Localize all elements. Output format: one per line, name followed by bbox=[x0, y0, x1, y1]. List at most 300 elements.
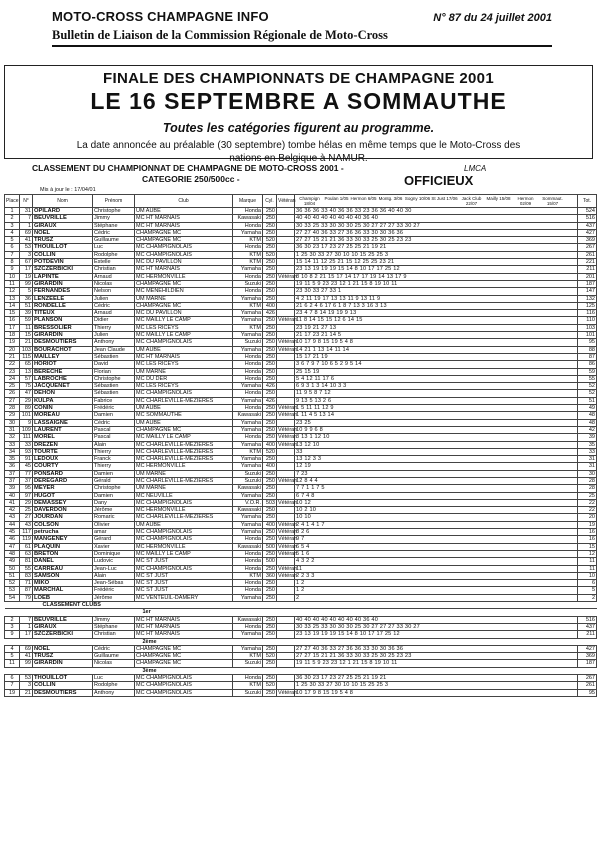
table-cell: Vétéran bbox=[278, 536, 298, 543]
table-cell: 47 bbox=[20, 390, 33, 397]
table-cell: 36 30 23 17 23 27 25 25 21 19 21 bbox=[295, 244, 578, 251]
table-cell: 10 bbox=[578, 572, 597, 579]
table-cell: UM AUBE bbox=[135, 346, 233, 353]
table-cell: Guillaume bbox=[93, 653, 135, 660]
table-cell: UM MARNE bbox=[135, 368, 233, 375]
table-cell: 51 bbox=[5, 572, 20, 579]
table-cell: Gérald bbox=[93, 477, 135, 484]
table-cell: 10 9 9 6 8 bbox=[295, 426, 578, 433]
table-cell: Yamaha bbox=[233, 631, 263, 638]
table-row bbox=[5, 587, 597, 594]
table-cell: MC CHARLEVILLE-MEZIERES bbox=[135, 441, 233, 448]
table-cell: 30 bbox=[5, 419, 20, 426]
table-cell bbox=[277, 507, 295, 514]
table-cell: MC HERMONVILLE bbox=[135, 463, 233, 470]
table-cell: CHAMPAGNE MC bbox=[135, 237, 233, 244]
table-cell: 5 bbox=[5, 237, 20, 244]
table-row bbox=[5, 215, 597, 222]
table-cell: 250 bbox=[263, 660, 277, 667]
table-cell: 250 bbox=[263, 565, 277, 572]
table-cell: 44 bbox=[5, 521, 20, 528]
table-cell: Vétéran bbox=[278, 339, 298, 346]
table-cell: MC HT MARNAIS bbox=[135, 215, 233, 222]
table-cell: Honda bbox=[233, 244, 263, 251]
table-cell: 11 bbox=[5, 280, 20, 287]
table-cell: Honda bbox=[233, 565, 263, 572]
table-cell: Honda bbox=[233, 390, 263, 397]
table-cell: Vétéran bbox=[278, 405, 298, 412]
table-cell: 427 bbox=[578, 229, 597, 236]
table-cell: 49 bbox=[5, 558, 20, 565]
table-cell: 12 8 4 4 bbox=[295, 477, 578, 484]
table-cell: 250 bbox=[263, 580, 277, 587]
table-cell: 2 bbox=[5, 215, 20, 222]
table-cell: DEMASSEY bbox=[33, 499, 93, 506]
table-row bbox=[5, 485, 597, 492]
table-cell: Yamaha bbox=[233, 645, 263, 652]
table-cell: Xavier bbox=[93, 543, 135, 550]
table-cell: 520 bbox=[263, 682, 277, 689]
table-cell: 21 17 23 21 14 5 bbox=[295, 332, 578, 339]
table-cell: MOREAU bbox=[33, 412, 93, 419]
table-cell: 250 bbox=[263, 339, 277, 346]
table-cell: 52 bbox=[578, 390, 597, 397]
table-cell bbox=[277, 456, 295, 463]
table-cell: 51 bbox=[578, 397, 597, 404]
table-cell bbox=[277, 353, 295, 360]
table-cell: 31 bbox=[578, 463, 597, 470]
table-cell: Arnaud bbox=[93, 273, 135, 280]
table-cell: 1 25 30 33 27 30 10 10 15 25 25 3 bbox=[295, 251, 578, 258]
table-cell: 40 40 40 40 40 40 40 40 36 40 bbox=[295, 616, 578, 623]
table-cell: UM AUBE bbox=[135, 405, 233, 412]
table-cell: 369 bbox=[578, 653, 597, 660]
table-cell: 19 bbox=[5, 339, 20, 346]
table-cell: HUGOT bbox=[33, 492, 93, 499]
table-cell: 12 bbox=[578, 550, 597, 557]
table-cell: 19 bbox=[5, 689, 20, 696]
table-cell: 10 2 10 bbox=[295, 507, 578, 514]
announcement-note: Toutes les catégories figurent au programme. bbox=[162, 121, 435, 135]
table-cell: 117 bbox=[20, 529, 33, 536]
section-row bbox=[5, 667, 597, 674]
table-cell: 10 bbox=[5, 273, 20, 280]
table-cell: 5 1 6 bbox=[295, 550, 578, 557]
table-cell: 67 bbox=[20, 259, 33, 266]
table-cell: Estelle bbox=[93, 259, 135, 266]
table-cell: Fabrice bbox=[93, 397, 135, 404]
table-cell: 49 bbox=[578, 405, 597, 412]
table-cell: Pascal bbox=[93, 434, 135, 441]
table-cell: MC CHAMPIGNOLAIS bbox=[135, 251, 233, 258]
table-cell: Jean-Sébas bbox=[93, 580, 135, 587]
table-cell: 42 bbox=[578, 426, 597, 433]
table-cell bbox=[277, 237, 295, 244]
table-cell: KTM bbox=[233, 302, 263, 309]
table-cell: 29 bbox=[20, 397, 33, 404]
table-cell bbox=[277, 324, 295, 331]
table-cell: 1 11 4 5 13 14 bbox=[295, 412, 578, 419]
table-cell: 103 bbox=[20, 346, 33, 353]
table-cell: 4 2 11 19 17 13 13 11 9 13 11 9 bbox=[295, 295, 578, 302]
table-cell: MC CHAMPIGNOLAIS bbox=[135, 689, 233, 696]
table-cell: 69 bbox=[20, 229, 33, 236]
table-cell: 187 bbox=[578, 280, 597, 287]
table-cell: 261 bbox=[578, 682, 597, 689]
table-cell: 400 bbox=[263, 302, 277, 309]
table-cell: PLANSON bbox=[33, 317, 93, 324]
table-cell: V.O.R. bbox=[233, 499, 263, 506]
table-cell: 11 bbox=[578, 565, 597, 572]
table-cell: 520 bbox=[263, 448, 277, 455]
table-cell: 250 bbox=[263, 434, 277, 441]
table-cell: 250 bbox=[263, 317, 277, 324]
table-cell: 48 bbox=[5, 550, 20, 557]
table-cell: MC DU PAVILLON bbox=[135, 310, 233, 317]
table-cell: SZCZERBICKI bbox=[33, 631, 93, 638]
table-cell: 426 bbox=[263, 310, 277, 317]
table-cell: 27 27 15 21 21 36 33 30 33 25 30 25 23 23 bbox=[295, 653, 578, 660]
table-cell: Honda bbox=[233, 587, 263, 594]
table-cell: 11 8 14 15 15 12 6 14 15 bbox=[295, 317, 578, 324]
table-cell bbox=[277, 587, 295, 594]
table-cell: Suzuki bbox=[233, 689, 263, 696]
table-cell: MC CHAMPIGNOLAIS bbox=[135, 244, 233, 251]
table-cell: 9 bbox=[20, 419, 33, 426]
table-cell: LOEB bbox=[33, 594, 93, 601]
table-cell: Kawasaki bbox=[233, 507, 263, 514]
table-row bbox=[5, 251, 597, 258]
table-cell: 65 bbox=[20, 361, 33, 368]
table-cell: MC LES RICEYS bbox=[135, 361, 233, 368]
table-cell: Sébastien bbox=[93, 353, 135, 360]
table-cell: petrucha bbox=[33, 529, 93, 536]
race-header: Montg. 3/06 bbox=[378, 196, 403, 201]
table-cell: 16 bbox=[5, 317, 20, 324]
table-row bbox=[5, 623, 597, 630]
table-cell: 21 bbox=[20, 689, 33, 696]
table-cell: 1 5 11 11 12 9 bbox=[295, 405, 578, 412]
table-cell bbox=[277, 653, 295, 660]
table-cell: 250 bbox=[263, 645, 277, 652]
race-header: Poulan 1/05 bbox=[324, 196, 349, 201]
table-cell: 27 27 15 21 21 36 33 30 33 25 30 25 23 23 bbox=[295, 237, 578, 244]
table-cell: 27 27 40 36 33 27 36 36 33 30 30 36 36 bbox=[295, 645, 578, 652]
table-cell: 9 13 5 13 2 6 bbox=[295, 397, 578, 404]
table-cell: 16 bbox=[578, 529, 597, 536]
table-cell: 27 bbox=[5, 397, 20, 404]
table-row bbox=[5, 499, 597, 506]
table-cell: 250 bbox=[263, 470, 277, 477]
race-header: Hermon 02/09 bbox=[517, 196, 534, 206]
table-cell: Honda bbox=[233, 375, 263, 382]
table-cell: 13 bbox=[5, 295, 20, 302]
race-header: Sogny 10/06 bbox=[404, 196, 431, 201]
table-cell: 37 bbox=[5, 477, 20, 484]
table-cell: 4 bbox=[5, 645, 20, 652]
table-cell: 147 bbox=[578, 288, 597, 295]
table-cell bbox=[277, 375, 295, 382]
table-row bbox=[5, 353, 597, 360]
table-cell: 37 bbox=[5, 470, 20, 477]
page-header bbox=[52, 9, 552, 27]
table-cell: 57 bbox=[20, 375, 33, 382]
table-cell: BEUVRILLE bbox=[33, 215, 93, 222]
table-row bbox=[5, 208, 597, 215]
table-cell: 5 bbox=[5, 653, 20, 660]
table-cell: Yamaha bbox=[233, 419, 263, 426]
table-cell: KTM bbox=[233, 259, 263, 266]
table-row bbox=[5, 594, 597, 601]
table-cell: 25 15 19 bbox=[295, 368, 578, 375]
table-cell: 1 bbox=[20, 623, 33, 630]
section-row bbox=[5, 609, 597, 616]
table-cell: Nicolas bbox=[93, 660, 135, 667]
table-cell bbox=[277, 229, 295, 236]
table-cell: Christophe bbox=[93, 375, 135, 382]
table-cell: 14 bbox=[5, 302, 20, 309]
table-cell: 59 bbox=[578, 368, 597, 375]
table-cell: 50 bbox=[5, 565, 20, 572]
table-cell: David bbox=[93, 361, 135, 368]
table-cell: MC HERMONVILLE bbox=[135, 543, 233, 550]
table-cell: Honda bbox=[233, 222, 263, 229]
table-cell bbox=[277, 397, 295, 404]
table-row bbox=[5, 229, 597, 236]
table-cell: UM AUBE bbox=[135, 208, 233, 215]
table-cell: KULPA bbox=[33, 397, 93, 404]
table-cell: TITEUX bbox=[33, 310, 93, 317]
table-cell: 516 bbox=[578, 616, 597, 623]
table-cell bbox=[277, 660, 295, 667]
table-cell: Gérard bbox=[93, 536, 135, 543]
table-cell bbox=[277, 361, 295, 368]
table-cell: 95 bbox=[578, 339, 597, 346]
table-cell: Pascal bbox=[93, 426, 135, 433]
table-row bbox=[5, 339, 597, 346]
table-cell: 53 bbox=[5, 587, 20, 594]
table-row bbox=[5, 572, 597, 579]
table-cell: Yamaha bbox=[233, 441, 263, 448]
table-cell: 19 11 5 9 23 23 12 1 21 15 8 19 10 11 bbox=[295, 280, 578, 287]
table-cell: 37 bbox=[20, 477, 33, 484]
table-cell: Honda bbox=[233, 434, 263, 441]
table-cell: 12 19 bbox=[295, 463, 578, 470]
table-cell: 36 36 36 33 40 36 36 33 23 36 36 40 40 30 bbox=[295, 208, 578, 215]
table-cell: Honda bbox=[233, 550, 263, 557]
table-cell: 11 bbox=[578, 558, 597, 565]
table-cell: 15 bbox=[20, 332, 33, 339]
column-header: Vétéran bbox=[277, 195, 295, 208]
table-cell: Yamaha bbox=[233, 229, 263, 236]
table-cell: 111 bbox=[20, 434, 33, 441]
table-cell: SAMSON bbox=[33, 572, 93, 579]
table-cell bbox=[277, 558, 295, 565]
table-cell: Honda bbox=[233, 273, 263, 280]
table-cell: Jimmy bbox=[93, 215, 135, 222]
table-cell: Cédric bbox=[93, 645, 135, 652]
table-row bbox=[5, 288, 597, 295]
table-cell: 4 bbox=[5, 229, 20, 236]
table-row bbox=[5, 543, 597, 550]
table-cell: Suzuki bbox=[233, 477, 263, 484]
table-cell: MC HERMONVILLE bbox=[135, 507, 233, 514]
table-row bbox=[5, 514, 597, 521]
table-cell: 201 bbox=[578, 273, 597, 280]
table-cell: MC HT MARNAIS bbox=[135, 616, 233, 623]
table-cell: 13 bbox=[20, 368, 33, 375]
table-cell: Jean Claude bbox=[93, 346, 135, 353]
table-cell: 13 12 10 bbox=[295, 441, 578, 448]
table-cell: 61 bbox=[20, 543, 33, 550]
table-cell: 187 bbox=[578, 660, 597, 667]
table-cell: 13 12 3 3 bbox=[295, 456, 578, 463]
table-cell: 426 bbox=[263, 383, 277, 390]
table-cell: CONIN bbox=[33, 405, 93, 412]
officieux-stamp: OFFICIEUX bbox=[404, 173, 474, 188]
table-cell: 1 2 bbox=[295, 587, 578, 594]
table-row bbox=[5, 463, 597, 470]
table-cell: 10 17 9 8 15 19 5 4 8 bbox=[295, 339, 578, 346]
table-cell: Yamaha bbox=[233, 266, 263, 273]
table-cell: 116 bbox=[578, 310, 597, 317]
table-cell: 21 6 2 4 6 17 6 1 8 7 13 3 16 3 13 bbox=[295, 302, 578, 309]
section-row bbox=[5, 602, 597, 609]
table-cell: Suzuki bbox=[233, 280, 263, 287]
table-cell: Thierry bbox=[93, 448, 135, 455]
table-cell bbox=[277, 463, 295, 470]
table-cell: 23 4 7 8 14 19 19 9 13 bbox=[295, 310, 578, 317]
table-cell: Cédric bbox=[93, 229, 135, 236]
table-cell: 41 bbox=[20, 653, 33, 660]
table-cell: 34 bbox=[5, 448, 20, 455]
table-cell: 95 bbox=[578, 689, 597, 696]
table-row bbox=[5, 565, 597, 572]
table-cell: 88 bbox=[578, 346, 597, 353]
table-cell: TOURTE bbox=[33, 448, 93, 455]
table-cell: MIKO bbox=[33, 580, 93, 587]
table-cell: 250 bbox=[263, 324, 277, 331]
table-cell bbox=[277, 288, 295, 295]
table-cell: 132 bbox=[578, 295, 597, 302]
table-cell: DEHON bbox=[33, 390, 93, 397]
table-cell: Honda bbox=[233, 558, 263, 565]
table-cell: CHAMPAGNE MC bbox=[135, 426, 233, 433]
table-cell: 35 bbox=[5, 456, 20, 463]
table-cell: Julien bbox=[93, 295, 135, 302]
table-cell: Stéphane bbox=[93, 222, 135, 229]
table-cell: COLSON bbox=[33, 521, 93, 528]
table-cell: 250 bbox=[263, 514, 277, 521]
race-header: Sommaut. 15/07 bbox=[542, 196, 563, 206]
table-cell: 5 4 12 11 17 6 bbox=[295, 375, 578, 382]
table-cell: COURTY bbox=[33, 463, 93, 470]
table-cell bbox=[277, 675, 295, 682]
table-cell: 19 11 5 9 23 23 12 1 21 15 8 19 10 11 bbox=[295, 660, 578, 667]
table-cell: 24 bbox=[5, 375, 20, 382]
results-table-head bbox=[5, 195, 597, 208]
table-cell: THOUILLOT bbox=[33, 675, 93, 682]
table-cell: Vétéran bbox=[278, 499, 298, 506]
table-cell: 12 bbox=[5, 288, 20, 295]
table-cell bbox=[277, 580, 295, 587]
table-cell: Romaric bbox=[93, 514, 135, 521]
table-cell: 83 bbox=[20, 572, 33, 579]
table-cell: TRUSZ bbox=[33, 653, 93, 660]
table-cell: Yamaha bbox=[233, 346, 263, 353]
table-cell: OPILARD bbox=[33, 208, 93, 215]
section-label: 1er bbox=[33, 609, 597, 616]
table-row bbox=[5, 645, 597, 652]
table-cell: 250 bbox=[263, 492, 277, 499]
table-cell: KTM bbox=[233, 251, 263, 258]
table-cell: UM MARNE bbox=[135, 470, 233, 477]
table-cell: 91 bbox=[20, 456, 33, 463]
race-header: Champign 18/04 bbox=[299, 196, 320, 206]
table-cell: Honda bbox=[233, 353, 263, 360]
column-header: Nom bbox=[33, 195, 93, 208]
table-cell: DREZEN bbox=[33, 441, 93, 448]
table-row bbox=[5, 273, 597, 280]
table-cell: Yamaha bbox=[233, 456, 263, 463]
table-row bbox=[5, 580, 597, 587]
table-cell: Franck bbox=[93, 456, 135, 463]
section-spacer bbox=[5, 609, 33, 616]
table-cell: MC MAILLY LE CAMP bbox=[135, 434, 233, 441]
table-cell: MC MAILLY LE CAMP bbox=[135, 550, 233, 557]
table-cell: 250 bbox=[263, 594, 277, 601]
table-cell: 17 bbox=[5, 324, 20, 331]
table-cell: Dominique bbox=[93, 550, 135, 557]
table-cell: 6 9 3 1 3 14 10 3 3 bbox=[295, 383, 578, 390]
table-cell: KTM bbox=[233, 237, 263, 244]
publication-title: MOTO-CROSS CHAMPAGNE INFO bbox=[52, 9, 269, 24]
table-cell: Olivier bbox=[93, 521, 135, 528]
table-cell: Dany bbox=[93, 499, 135, 506]
classement-heading: CLASSEMENT DU CHAMPIONNAT DE CHAMPAGNE DE MOTO-CROSS 2001 - bbox=[32, 163, 344, 173]
table-cell: Christian bbox=[93, 631, 135, 638]
table-cell: 437 bbox=[578, 222, 597, 229]
table-cell: 250 bbox=[263, 375, 277, 382]
table-cell bbox=[277, 215, 295, 222]
table-cell: 22 bbox=[578, 499, 597, 506]
announcement-box bbox=[4, 65, 593, 164]
table-cell: 30 bbox=[578, 470, 597, 477]
table-cell: 6 bbox=[5, 244, 20, 251]
table-cell: Florian bbox=[93, 368, 135, 375]
table-cell: 99 bbox=[20, 280, 33, 287]
table-cell: LENZEELE bbox=[33, 295, 93, 302]
table-cell: 250 bbox=[263, 477, 277, 484]
table-cell: Vétéran bbox=[278, 529, 298, 536]
race-header: St Just 17/06 bbox=[431, 196, 458, 201]
table-row bbox=[5, 470, 597, 477]
table-cell: 437 bbox=[578, 623, 597, 630]
table-cell: MC MAILLY LE CAMP bbox=[135, 317, 233, 324]
table-cell: 2 bbox=[295, 594, 578, 601]
table-cell: KTM bbox=[233, 653, 263, 660]
table-row bbox=[5, 660, 597, 667]
table-cell: GIRAUX bbox=[33, 623, 93, 630]
table-cell: 4 3 2 2 bbox=[295, 558, 578, 565]
table-cell: MC LES RICEYS bbox=[135, 324, 233, 331]
lmca-note: LMCA bbox=[464, 164, 487, 173]
table-cell: 250 bbox=[263, 550, 277, 557]
table-cell: COLLIN bbox=[33, 251, 93, 258]
table-cell: 10 17 9 8 15 19 5 4 8 bbox=[295, 689, 578, 696]
table-row bbox=[5, 558, 597, 565]
table-cell: 2 bbox=[5, 616, 20, 623]
